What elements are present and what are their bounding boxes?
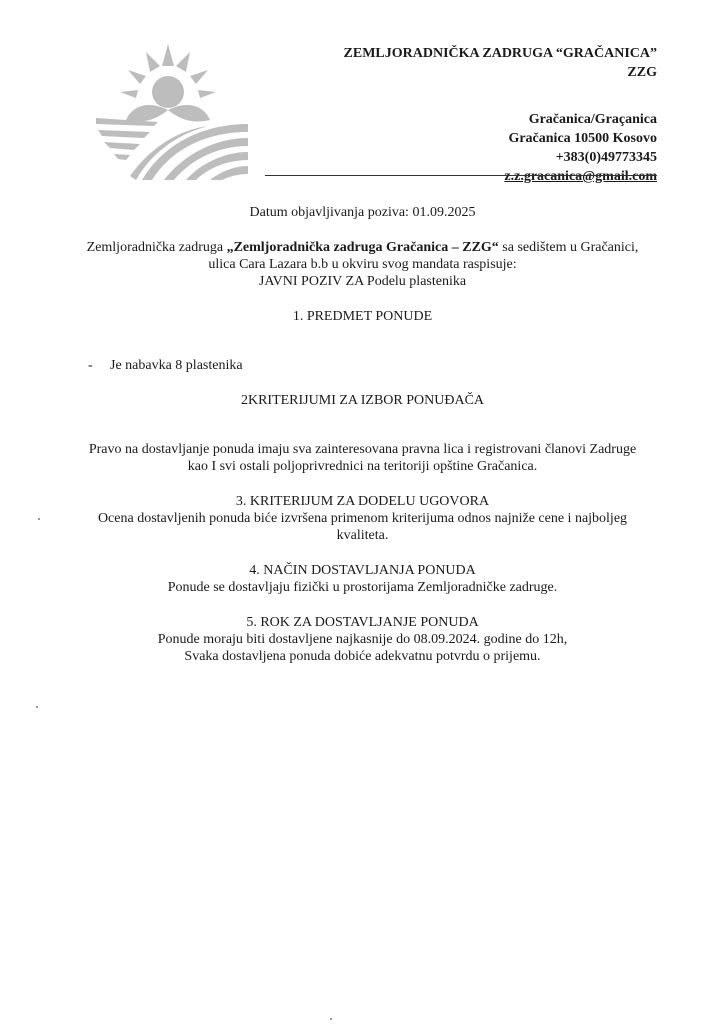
section-4-line-1: Ponude se dostavljaju fizički u prostorijama Zemljoradničke zadruge. (167, 580, 558, 595)
section-5-title: 5. ROK ZA DOSTAVLJANJE PONUDA (246, 615, 479, 630)
header-divider (265, 175, 657, 176)
intro-cooperative-name: „Zemljoradnička zadruga Gračanica – ZZG“ (226, 240, 499, 255)
section-3-line-2: kvaliteta. (336, 528, 389, 543)
scan-speck (36, 706, 38, 708)
section-4-title: 4. NAČIN DOSTAVLJANJA PONUDA (249, 563, 476, 578)
organization-abbreviation: ZZG (627, 65, 657, 80)
city-line: Gračanica/Graçanica (528, 112, 657, 127)
intro-line-1 (60, 239, 665, 256)
section-2-line-2: kao I svi ostali poljoprivrednici na teritoriji opštine Gračanica. (187, 459, 538, 474)
section-1-item-text: Je nabavka 8 plastenika (110, 358, 243, 373)
section-3-title: 3. KRITERIJUM ZA DODELU UGOVORA (235, 494, 490, 509)
address-line: Gračanica 10500 Kosovo (508, 131, 657, 146)
section-1-title: 1. PREDMET PONUDE (292, 309, 433, 324)
section-5-line-1: Ponude moraju biti dostavljene najkasnije do 08.09.2024. godine do 12h, (157, 632, 568, 647)
section-1-item (60, 357, 665, 374)
email-link[interactable]: z.z.gracanica@gmail.com (504, 169, 657, 184)
organization-header (237, 44, 657, 186)
phone-line: +383(0)49773345 (555, 150, 657, 165)
call-title: JAVNI POZIV ZA Podelu plastenika (258, 274, 467, 289)
section-3-line-1: Ocena dostavljenih ponuda biće izvršena primenom kriterijuma odnos najniže cene i najboljeg (97, 511, 628, 526)
section-2-line-1: Pravo na dostavljanje ponuda imaju sva zainteresovana pravna lica i registrovani članovi Zadruge (88, 442, 637, 457)
scan-speck (38, 518, 40, 520)
section-2-title: 2KRITERIJUMI ZA IZBOR PONUĐAČA (240, 393, 485, 408)
intro-text: Zemljoradnička zadruga (86, 240, 227, 255)
document-body (60, 204, 665, 665)
bullet-dash: - (88, 358, 93, 373)
scan-speck (330, 1018, 332, 1020)
organization-name: ZEMLJORADNIČKA ZADRUGA “GRAČANICA” (343, 46, 657, 61)
publication-date: Datum objavljivanja poziva: 01.09.2025 (249, 205, 476, 220)
section-5-line-2: Svaka dostavljena ponuda dobiće adekvatnu potvrdu o prijemu. (184, 649, 541, 664)
intro-text-end: sa sedištem u Gračanici, (498, 240, 639, 255)
cooperative-logo (88, 40, 248, 185)
intro-line-2: ulica Cara Lazara b.b u okviru svog mandata raspisuje: (208, 257, 517, 272)
